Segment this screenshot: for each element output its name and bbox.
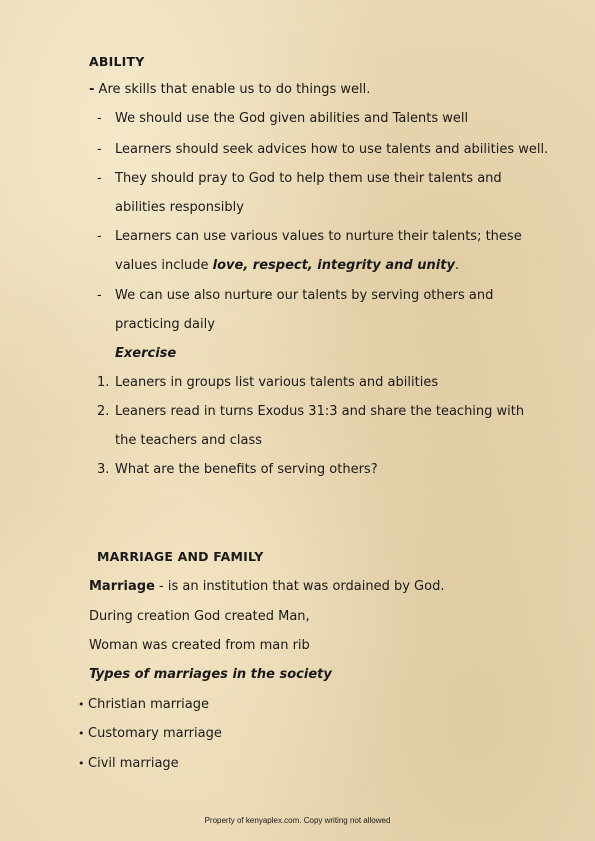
exercise-item: Leaners in groups list various talents and abilities [115, 375, 439, 390]
values-intro: values include [115, 258, 213, 273]
definition-text: - is an institution that was ordained by God. [154, 579, 445, 594]
list-item-continuation: abilities responsibly [115, 200, 244, 215]
list-number: 1. [97, 375, 110, 390]
paragraph-line: During creation God created Man, [89, 609, 310, 624]
exercise-item-continuation: the teachers and class [115, 433, 263, 448]
definition-term: Marriage [89, 579, 155, 594]
list-item-continuation: practicing daily [115, 317, 215, 332]
list-item: Learners can use various values to nurture their talents; these [115, 229, 522, 244]
section-heading-marriage: MARRIAGE AND FAMILY [97, 549, 264, 564]
list-item: Christian marriage [88, 697, 210, 712]
marriage-definition [89, 579, 444, 595]
list-item: Learners should seek advices how to use talents and abilities well. [115, 142, 549, 157]
list-marker: - [97, 288, 102, 303]
list-number: 3. [97, 462, 110, 477]
exercise-item: What are the benefits of serving others? [115, 462, 378, 477]
bullet-icon: • [78, 698, 85, 711]
list-item: They should pray to God to help them use their talents and [115, 171, 502, 186]
list-item: Civil marriage [88, 756, 179, 771]
types-heading: Types of marriages in the society [89, 667, 332, 682]
list-number: 2. [97, 404, 110, 419]
definition-dash: - [89, 82, 95, 97]
page-footer: Property of kenyaplex.com. Copy writing not allowed [204, 816, 391, 825]
values-period: . [454, 258, 460, 273]
bullet-icon: • [78, 757, 85, 770]
section-heading-ability: ABILITY [89, 54, 145, 69]
list-marker: - [97, 171, 102, 186]
list-item: Customary marriage [88, 726, 222, 741]
list-marker: - [97, 142, 102, 157]
exercise-item: Leaners read in turns Exodus 31:3 and share the teaching with [115, 404, 525, 419]
list-marker: - [97, 111, 102, 126]
paragraph-line: Woman was created from man rib [89, 638, 310, 653]
definition-text: Are skills that enable us to do things well. [98, 82, 371, 97]
list-item-continuation [115, 258, 459, 274]
values-list: love, respect, integrity and unity [212, 258, 455, 273]
list-item: We can use also nurture our talents by serving others and [115, 288, 494, 303]
ability-definition [89, 82, 370, 98]
list-item: We should use the God given abilities and Talents well [115, 111, 469, 126]
bullet-icon: • [78, 727, 85, 740]
list-marker: - [97, 229, 102, 244]
exercise-heading: Exercise [115, 346, 177, 361]
